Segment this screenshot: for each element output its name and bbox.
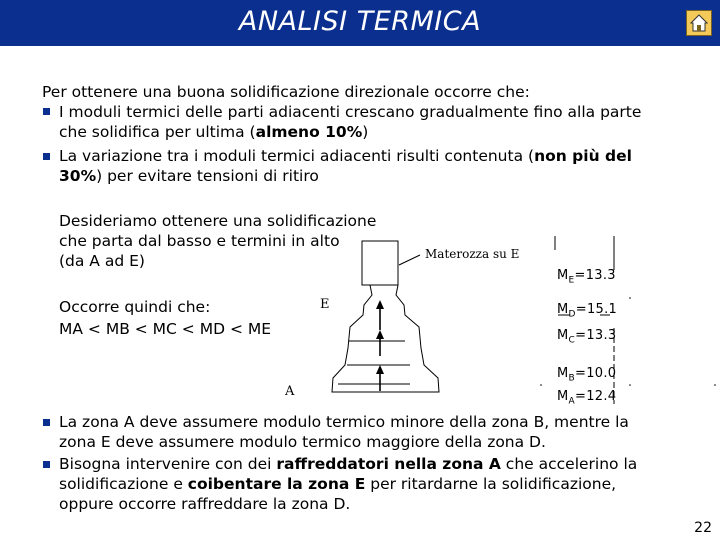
bullet-1-line-2: che solidifica per ultima (almeno 10%)	[59, 123, 369, 141]
dot-mark	[629, 297, 631, 299]
module-label-c: $M_C=13.3$	[557, 328, 617, 346]
zone-e-label: E	[320, 297, 330, 312]
slide-title: ANALISI TERMICA	[238, 6, 482, 37]
bullet-2-line-1: La variazione tra i moduli termici adiacenti risulti contenuta (non più del	[59, 147, 632, 165]
zone-a-label: A	[285, 384, 295, 399]
module-label-e: $M_E=13.3$	[557, 268, 616, 286]
page-number: 22	[694, 520, 712, 536]
feeder-pointer	[399, 255, 420, 265]
bullet-1-line-1: I moduli termici delle parti adiacenti crescano gradualmente fino alla parte	[59, 103, 642, 121]
condition-line-1: Occorre quindi che:	[59, 298, 211, 316]
module-label-d: $M_D=15.1$	[557, 302, 618, 320]
bullet-4-line-2: solidificazione e coibentare la zona E per ritardarne la solidificazione,	[59, 475, 617, 493]
bullet-marker	[43, 461, 50, 468]
bullet-4-line-1: Bisogna intervenire con dei raffreddatori nella zona A che accelerino la	[59, 455, 638, 473]
feeder-label: Materozza su E	[425, 247, 520, 261]
solidification-arrow	[376, 365, 384, 391]
casting-outline	[332, 285, 439, 392]
dot-mark	[714, 384, 716, 386]
solidification-arrow	[376, 330, 384, 356]
desire-line-3: (da A ad E)	[59, 252, 145, 270]
intro-text: Per ottenere una buona solidificazione direzionale occorre che:	[42, 83, 530, 101]
bullet-3-line-1: La zona A deve assumere modulo termico minore della zona B, mentre la	[59, 413, 629, 431]
bullet-marker	[43, 419, 50, 426]
solidification-arrow	[376, 300, 384, 330]
dot-mark	[540, 384, 542, 386]
module-label-a: $M_A=12.4$	[557, 389, 617, 407]
desire-line-2: che parta dal basso e termini in alto	[59, 232, 340, 250]
bullet-4-line-3: oppure occorre raffreddare la zona D.	[59, 495, 351, 513]
condition-line-2: MA < MB < MC < MD < ME	[59, 320, 272, 338]
bullet-2-line-2: 30%) per evitare tensioni di ritiro	[59, 167, 319, 185]
bullet-3-line-2: zona E deve assumere modulo termico maggiore della zona D.	[59, 433, 546, 451]
module-label-b: $M_B=10.0$	[557, 366, 617, 384]
dot-mark	[629, 384, 631, 386]
desire-line-1: Desideriamo ottenere una solidificazione	[59, 212, 377, 230]
feeder-box	[362, 241, 398, 285]
